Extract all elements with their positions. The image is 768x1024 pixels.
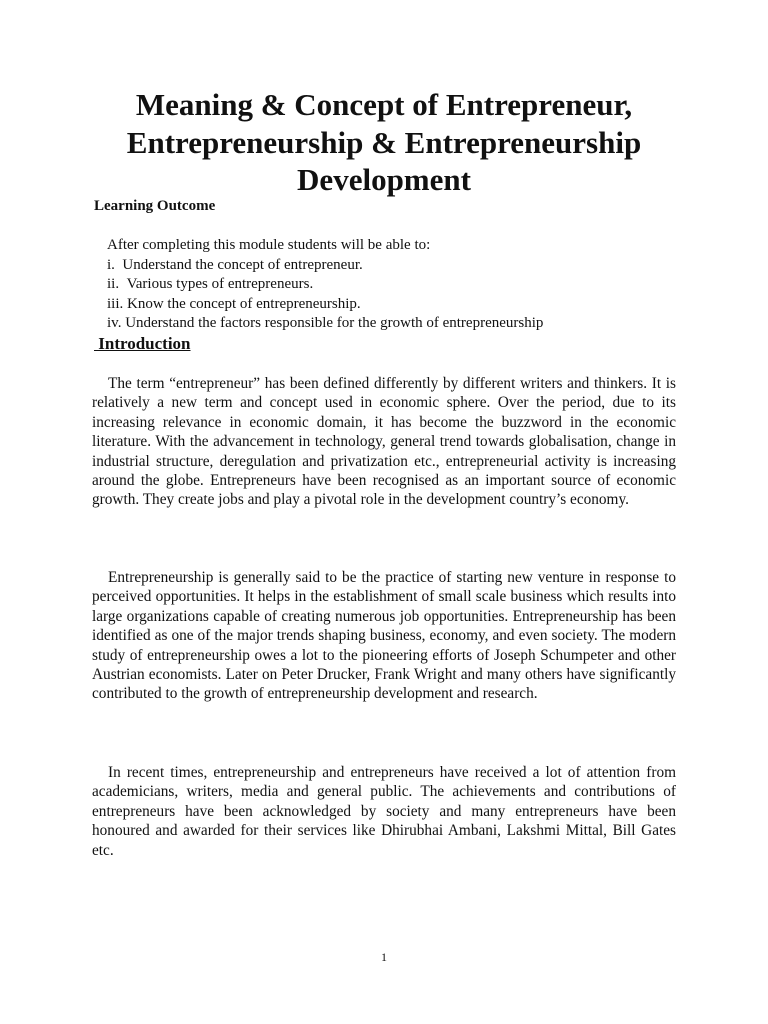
learning-outcome-list <box>107 236 667 334</box>
page-number: 1 <box>381 950 387 964</box>
learning-outcome-item: ii. Various types of entrepreneurs. <box>107 276 314 293</box>
learning-outcome-item: iv. Understand the factors responsible for the growth of entrepreneurship <box>107 315 544 332</box>
learning-outcome-intro: After completing this module students will be able to: <box>107 237 431 253</box>
learning-outcome-heading: Learning Outcome <box>94 198 216 214</box>
document-title <box>60 86 708 199</box>
introduction-paragraph-2: Entrepreneurship is generally said to be the practice of starting new venture in response to perceived opportunities. It helps in the establishment of small scale business which results into large organizations capable of creating numerous job opportunities. Entrepreneurship has been identified as one of the major trends shaping business, economy, and even society. The modern study of entrepreneurship owes a lot to the pioneering efforts of Joseph Schumpeter and other Austrian economists. Later on Peter Drucker, Frank Wright and many others have significantly contributed to the growth of entrepreneurship development and research. <box>92 569 676 703</box>
title-line-1: Meaning & Concept of Entrepreneur, <box>135 87 633 122</box>
learning-outcome-item: iii. Know the concept of entrepreneurship. <box>107 295 361 312</box>
title-line-3: Development <box>297 162 471 197</box>
introduction-paragraph-1: The term “entrepreneur” has been defined differently by different writers and thinkers. It is relatively a new term and concept used in economic sphere. Over the period, due to its increasing relevance in economic domain, it has become the buzzword in the economic literature. With the advancement in technology, general trend towards globalisation, change in industrial structure, deregulation and privatization etc., entrepreneurial activity is increasing around the globe. Entrepreneurs have been recognised as an important source of economic growth. They create jobs and play a pivotal role in the development country’s economy. <box>92 375 676 509</box>
title-line-2: Entrepreneurship & Entrepreneurship <box>126 124 642 160</box>
introduction-heading: Introduction <box>94 334 191 353</box>
introduction-paragraph-3: In recent times, entrepreneurship and entrepreneurs have received a lot of attention from academicians, writers, media and general public. The achievements and contributions of entrepreneurs have been acknowledged by society and many entrepreneurs have been honoured and awarded for their services like Dhirubhai Ambani, Lakshmi Mittal, Bill Gates etc. <box>92 764 676 859</box>
learning-outcome-item: i. Understand the concept of entrepreneur. <box>107 256 363 273</box>
